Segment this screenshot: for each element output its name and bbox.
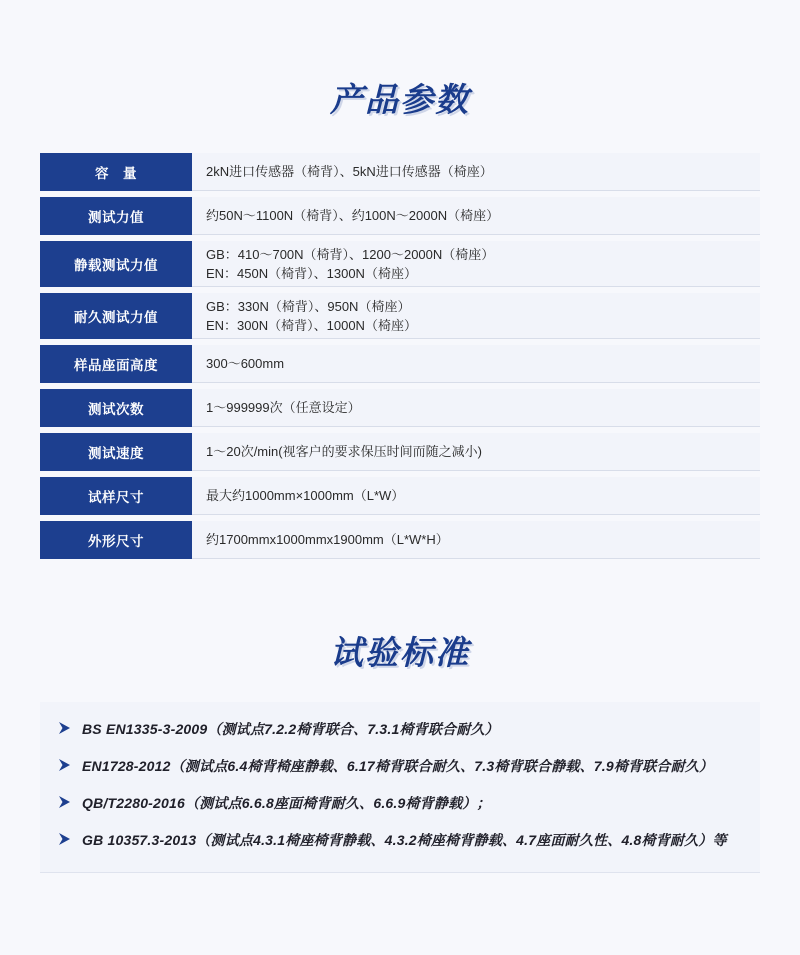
spec-value-line: EN：300N（椅背）、1000N（椅座） — [206, 317, 417, 333]
spec-label: 样品座面高度 — [40, 345, 192, 383]
spec-value-line: 1～999999次（任意设定） — [206, 400, 361, 416]
spec-label: 测试力值 — [40, 197, 192, 235]
list-item — [58, 755, 742, 778]
spec-value — [192, 345, 760, 383]
table-row — [40, 197, 760, 235]
list-item — [58, 718, 742, 741]
spec-value-line: 约1700mmx1000mmx1900mm（L*W*H） — [206, 532, 449, 548]
standard-text: GB 10357.3-2013（测试点4.3.1椅座椅背静载、4.3.2椅座椅背静载、4.7座面耐久性、4.8椅背耐久）等 — [82, 832, 727, 849]
table-row — [40, 345, 760, 383]
spec-label: 试样尺寸 — [40, 477, 192, 515]
spec-value — [192, 477, 760, 515]
spec-value-line: 2kN进口传感器（椅背）、5kN进口传感器（椅座） — [206, 164, 493, 180]
spec-value — [192, 197, 760, 235]
spec-value-line: 1～20次/min(视客户的要求保压时间而随之减小) — [206, 444, 482, 460]
table-row — [40, 293, 760, 339]
arrow-right-icon — [58, 721, 72, 735]
spec-label: 测试次数 — [40, 389, 192, 427]
spec-value — [192, 433, 760, 471]
test-standards-list — [40, 702, 760, 873]
spec-value-line: GB：410～700N（椅背）、1200～2000N（椅座） — [206, 246, 495, 262]
spec-value-line: EN：450N（椅背）、1300N（椅座） — [206, 265, 417, 281]
arrow-right-icon — [58, 758, 72, 772]
spec-value — [192, 153, 760, 191]
arrow-right-icon — [58, 795, 72, 809]
spec-label: 测试速度 — [40, 433, 192, 471]
standard-text: EN1728-2012（测试点6.4椅背椅座静载、6.17椅背联合耐久、7.3椅背联合静载、7.9椅背联合耐久） — [82, 758, 714, 775]
spec-value — [192, 241, 760, 287]
table-row — [40, 433, 760, 471]
spec-label: 静载测试力值 — [40, 241, 192, 287]
standard-text: QB/T2280-2016（测试点6.6.8座面椅背耐久、6.6.9椅背静载）； — [82, 795, 491, 812]
spec-value-line: 300～600mm — [206, 356, 285, 372]
table-row — [40, 521, 760, 559]
product-spec-page — [0, 22, 800, 955]
spec-value — [192, 521, 760, 559]
spec-value-line: GB：330N（椅背）、950N（椅座） — [206, 298, 411, 314]
spec-value — [192, 293, 760, 339]
spec-value — [192, 389, 760, 427]
spec-label: 耐久测试力值 — [40, 293, 192, 339]
spec-label: 外形尺寸 — [40, 521, 192, 559]
list-item — [58, 792, 742, 815]
list-item — [58, 829, 742, 852]
spec-value-line: 约50N～1100N（椅背）、约100N～2000N（椅座） — [206, 208, 500, 224]
table-row — [40, 241, 760, 287]
table-row — [40, 153, 760, 191]
standard-text: BS EN1335-3-2009（测试点7.2.2椅背联合、7.3.1椅背联合耐久） — [82, 721, 499, 738]
product-parameter-table — [40, 153, 760, 559]
table-row — [40, 389, 760, 427]
page-title-test-standards: 试验标准 — [330, 633, 470, 673]
arrow-right-icon — [58, 832, 72, 846]
page-title-product-parameters: 产品参数 — [330, 80, 470, 120]
spec-label: 容 量 — [40, 153, 192, 191]
spec-value-line: 最大约1000mm×1000mm（L*W） — [206, 488, 405, 504]
page-bottom-spacer — [0, 873, 800, 933]
table-row — [40, 477, 760, 515]
